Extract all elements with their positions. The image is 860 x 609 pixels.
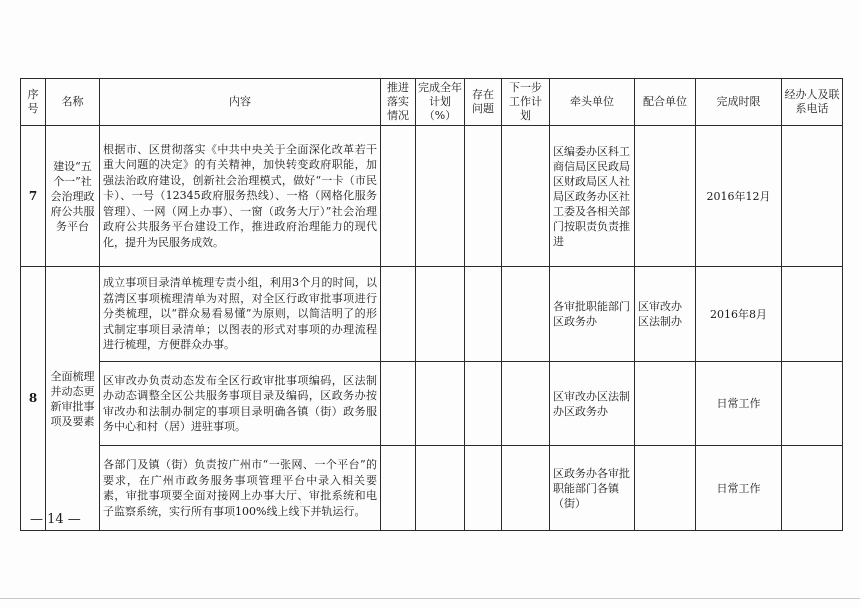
contact-cell (782, 446, 843, 531)
lead-unit-cell: 区编委办区科工商信局区民政局区财政局区人社局区政务办区社工委及各相关部门按职责负责推进 (550, 126, 635, 267)
table-row (21, 126, 843, 267)
deadline-cell: 2016年12月 (696, 126, 782, 267)
lead-unit-cell: 区审改办区法制办区政务办 (550, 362, 635, 446)
scan-edge-divider (0, 598, 860, 599)
header-cell-name: 名称 (46, 79, 100, 126)
row-content: 各部门及镇（街）负责按广州市“一张网、一个平台”的要求，在广州市政务服务事项管理平台中录入相关要素，审批事项要全面对接网上办事大厅、审批系统和电子监察系统，实行所有事项100%线上线下并轨运行。 (100, 446, 381, 531)
table-row (21, 446, 843, 531)
completion-cell (416, 446, 465, 531)
work-plan-table (20, 78, 843, 531)
row-name: 全面梳理并动态更新审批事项及要素 (46, 267, 100, 531)
next-plan-cell (502, 126, 550, 267)
row-name: 建设“五个一”社会治理政府公共服务平台 (46, 126, 100, 267)
issues-cell (465, 362, 502, 446)
header-cell-coop-unit: 配合单位 (635, 79, 696, 126)
header-cell-progress: 推进落实情况 (381, 79, 416, 126)
deadline-cell: 2016年8月 (696, 267, 782, 362)
deadline-cell: 日常工作 (696, 362, 782, 446)
progress-cell (381, 446, 416, 531)
row-number: 8 (21, 267, 46, 531)
completion-cell (416, 267, 465, 362)
row-content: 成立事项目录清单梳理专责小组，利用3个月的时间，以荔湾区事项梳理清单为对照，对全区行政审批事项进行分类梳理，以“群众易看易懂”为原则，以简洁明了的形式制定事项目录清单；以图表的形式对事项的办理流程进行梳理，方便群众办事。 (100, 267, 381, 362)
table-header-row (21, 79, 843, 126)
header-cell-completion: 完成全年计划（%） (416, 79, 465, 126)
header-cell-content: 内容 (100, 79, 381, 126)
completion-cell (416, 362, 465, 446)
coop-unit-cell (635, 446, 696, 531)
contact-cell (782, 362, 843, 446)
next-plan-cell (502, 446, 550, 531)
lead-unit-cell: 区政务办各审批职能部门各镇（街） (550, 446, 635, 531)
progress-cell (381, 126, 416, 267)
table-row (21, 362, 843, 446)
progress-cell (381, 362, 416, 446)
header-cell-issues: 存在问题 (465, 79, 502, 126)
row-number: 7 (21, 126, 46, 267)
row-content: 根据市、区贯彻落实《中共中央关于全面深化改革若干重大问题的决定》的有关精神，加快转变政府职能，加强法治政府建设，创新社会治理模式，做好“一卡（市民卡）、一号（12345政府服务热线）、一格（网格化服务管理）、一网（网上办事）、一窗（政务大厅）”社会治理政府公共服务平台建设工作，推进政府治理能力的现代化，提升为民服务成效。 (100, 126, 381, 267)
coop-unit-cell (635, 126, 696, 267)
page-number: — 14 — (30, 512, 81, 527)
issues-cell (465, 267, 502, 362)
header-cell-next-plan: 下一步工作计划 (502, 79, 550, 126)
header-cell-lead-unit: 牵头单位 (550, 79, 635, 126)
next-plan-cell (502, 267, 550, 362)
issues-cell (465, 126, 502, 267)
coop-unit-cell (635, 362, 696, 446)
header-cell-contact: 经办人及联系电话 (782, 79, 843, 126)
completion-cell (416, 126, 465, 267)
next-plan-cell (502, 362, 550, 446)
contact-cell (782, 126, 843, 267)
deadline-cell: 日常工作 (696, 446, 782, 531)
progress-cell (381, 267, 416, 362)
issues-cell (465, 446, 502, 531)
contact-cell (782, 267, 843, 362)
coop-unit-cell: 区审改办区法制办 (635, 267, 696, 362)
lead-unit-cell: 各审批职能部门区政务办 (550, 267, 635, 362)
table-row (21, 267, 843, 362)
header-cell-number: 序号 (21, 79, 46, 126)
row-content: 区审改办负责动态发布全区行政审批事项编码，区法制办动态调整全区公共服务事项目录及编码，区政务办按审改办和法制办制定的事项目录明确各镇（街）政务服务中心和村（居）进驻事项。 (100, 362, 381, 446)
header-cell-deadline: 完成时限 (696, 79, 782, 126)
